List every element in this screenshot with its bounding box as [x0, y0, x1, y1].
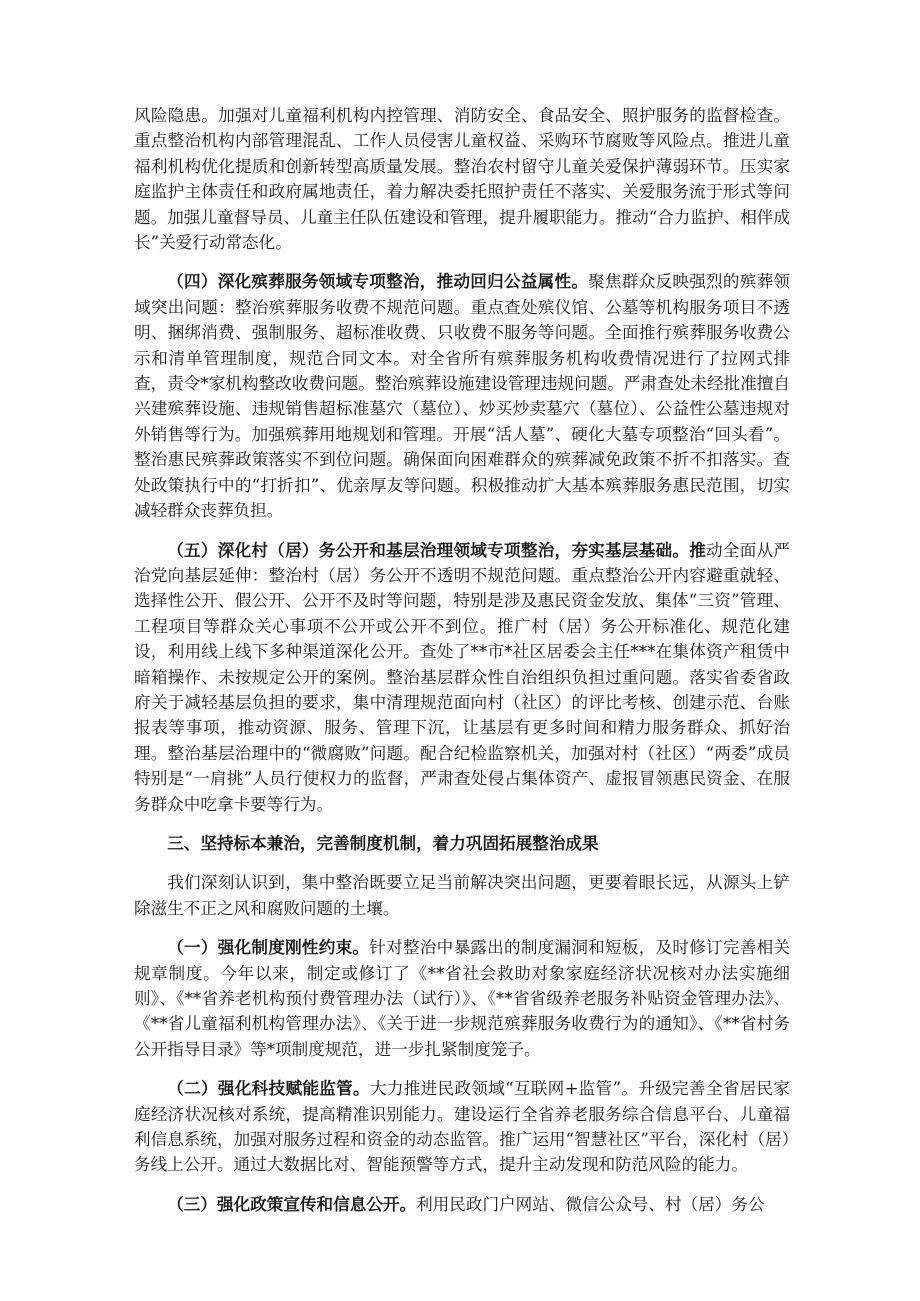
- paragraph-text: 利用民政门户网站、微信公众号、村（居）务公: [416, 1194, 765, 1214]
- paragraph-child-welfare: [134, 103, 790, 255]
- paragraph-text: 大力推进民政领域“互联网+监管”。升级完善全省居民家庭经济状况核对系统，提高精准识别能力。建设运行全省养老服务综合信息平台、儿童福利信息系统，加强对服务过程和资金的动态监管。推广运用“智慧社区”平台，深化村（居）务线上公开。通过大数据比对、智能预警等方式，提升主动发现和防范风险的能力。: [134, 1079, 791, 1175]
- paragraph-lead: （二）强化科技赋能监管。: [167, 1079, 370, 1099]
- paragraph-text: 针对整治中暴露出的制度漏洞和短板，及时修订完善相关规章制度。今年以来，制定或修订了《**省社会救助对象家庭经济状况核对办法实施细则》、《**省养老机构预付费管理办法（试行）》、《**省省级养老服务补贴资金管理办法》、《**省儿童福利机构管理办法》、《关于进一步规范殡葬服务收费行为的通知》、《**省村务公开指导目录》等*项制度规范，进一步扎紧制度笼子。: [134, 938, 791, 1059]
- paragraph-text: 动全面从严治党向基层延伸：整治村（居）务公开不透明不规范问题。重点整治公开内容避重就轻、选择性公开、假公开、公开不及时等问题，特别是涉及惠民资金发放、集体“三资”管理、工程项目等群众关心事项不公开或公开不到位。推广村（居）务公开标准化、规范化建设，利用线上线下多种渠道深化公开。查处了**市*社区居委会主任***在集体资产租赁中暗箱操作、未按规定公开的案例。整治基层群众性自治组织负担过重问题。落实省委省政府关于减轻基层负担的要求，集中清理规范面向村（社区）的评比考核、创建示范、台账报表等事项，推动资源、服务、管理下沉，让基层有更多时间和精力服务群众、抓好治理。整治基层治理中的“微腐败”问题。配合纪检监察机关，加强对村（社区）“两委”成员特别是“一肩挑”人员行使权力的监督，严肃查处侵占集体资产、虚报冒领惠民资金、在服务群众中吃拿卡要等行为。: [134, 540, 790, 814]
- paragraph-tech-supervision: [134, 1076, 790, 1178]
- paragraph-lead: （四）深化殡葬服务领域专项整治，推动回归公益属性。: [167, 272, 589, 292]
- paragraph-text: 我们深刻认识到，集中整治既要立足当前解决突出问题，更要着眼长远，从源头上铲除滋生不正之风和腐败问题的土壤。: [134, 873, 790, 918]
- paragraph-lead: （三）强化政策宣传和信息公开。: [167, 1194, 417, 1214]
- paragraph-funeral-services: [134, 269, 790, 523]
- paragraph-lead: （一）强化制度刚性约束。: [167, 938, 370, 958]
- paragraph-lead: （五）深化村（居）务公开和基层治理领域专项整治，夯实基层基础。推: [167, 540, 707, 560]
- document-body: [134, 103, 790, 1231]
- paragraph-intro: [134, 870, 790, 921]
- paragraph-village-affairs: [134, 538, 790, 817]
- paragraph-institutional-constraint: [134, 935, 790, 1062]
- paragraph-policy-publicity: [134, 1192, 790, 1217]
- paragraph-text: 风险隐患。加强对儿童福利机构内控管理、消防安全、食品安全、照护服务的监督检查。重点整治机构内部管理混乱、工作人员侵害儿童权益、采购环节腐败等风险点。推进儿童福利机构优化提质和创新转型高质量发展。整治农村留守儿童关爱保护薄弱环节。压实家庭监护主体责任和政府属地责任，着力解决委托照护责任不落实、关爱服务流于形式等问题。加强儿童督导员、儿童主任队伍建设和管理，提升履职能力。推动“合力监护、相伴成长”关爱行动常态化。: [134, 106, 790, 253]
- section-heading-three: 三、坚持标本兼治，完善制度机制，着力巩固拓展整治成果: [167, 833, 599, 853]
- paragraph-text: 聚焦群众反映强烈的殡葬领域突出问题：整治殡葬服务收费不规范问题。重点查处殡仪馆、公墓等机构服务项目不透明、捆绑消费、强制服务、超标准收费、只收费不服务等问题。全面推行殡葬服务收费公示和清单管理制度，规范合同文本。对全省所有殡葬服务机构收费情况进行了拉网式排查，责令*家机构整改收费问题。整治殡葬设施建设管理违规问题。严肃查处未经批准擅自兴建殡葬设施、违规销售超标准墓穴（墓位）、炒买炒卖墓穴（墓位）、公益性公墓违规对外销售等行为。加强殡葬用地规划和管理。开展“活人墓”、硬化大墓专项整治“回头看”。整治惠民殡葬政策落实不到位问题。确保面向困难群众的殡葬减免政策不折不扣落实。查处政策执行中的“打折扣”、优亲厚友等问题。积极推动扩大基本殡葬服务惠民范围，切实减轻群众丧葬负担。: [134, 272, 790, 521]
